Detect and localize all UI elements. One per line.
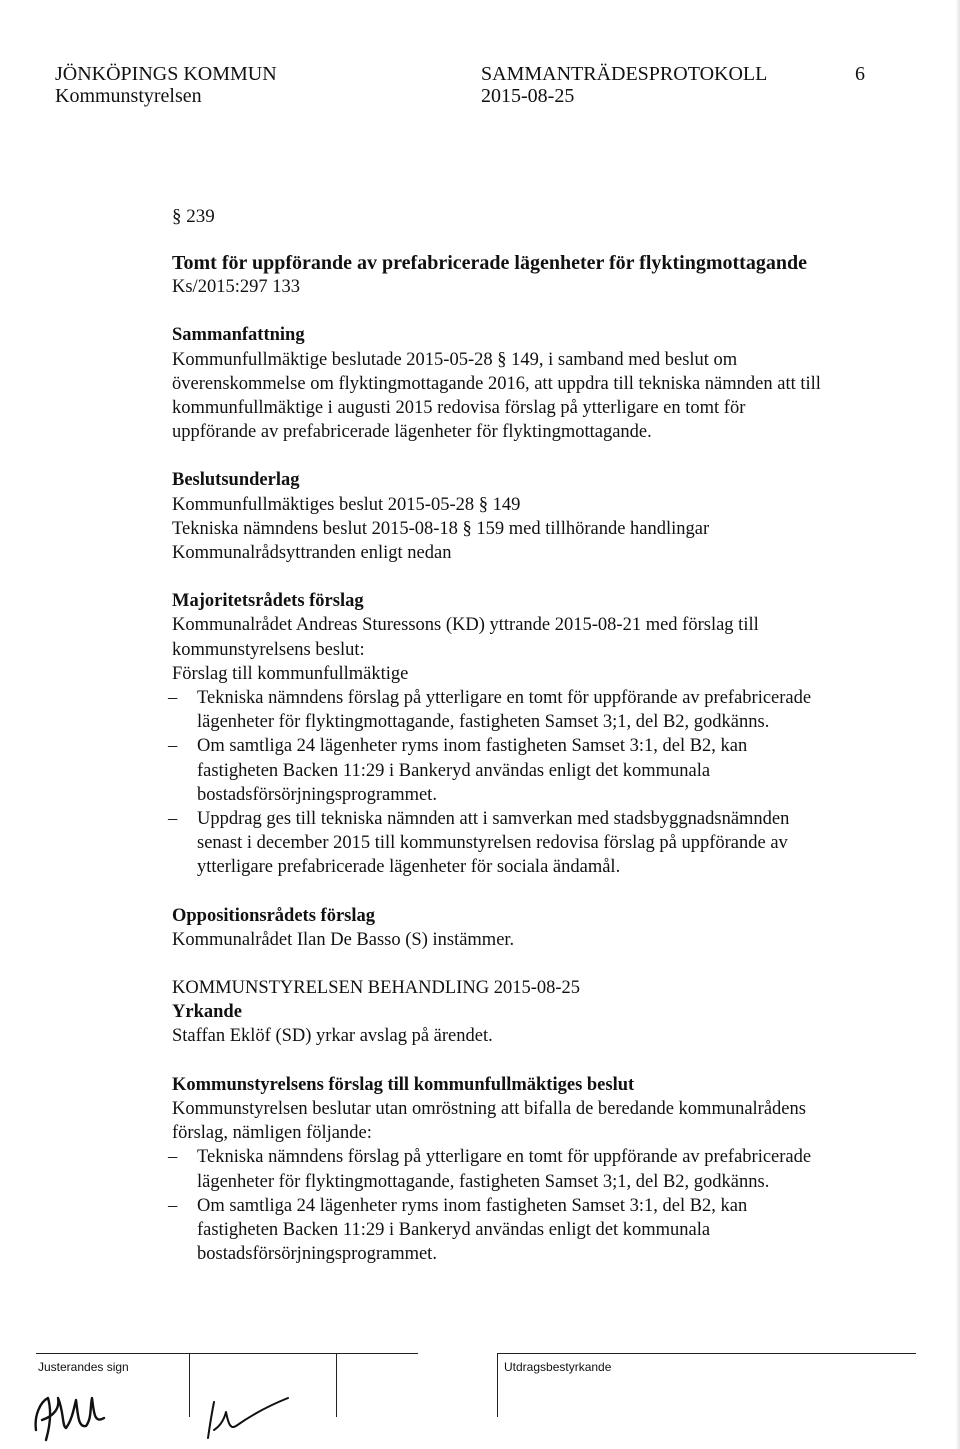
basis-item: Kommunalrådsyttranden enligt nedan — [172, 543, 452, 564]
protocol-section — [172, 205, 832, 1266]
paragraph-sign-icon: § — [172, 206, 187, 227]
section-title: Tomt för uppförande av prefabricerade lägenheter för flyktingmottagande — [172, 252, 807, 275]
scan-edge — [956, 0, 960, 1449]
list-item: – Om samtliga 24 lägenheter ryms inom fastigheten Samset 3:1, del B2, kan fastigheten Backen 11:29 i Bankeryd användas enligt det kommunala bostadsförsörjningsprogrammet. — [168, 734, 832, 807]
proposal-intro: Kommunstyrelsen beslutar utan omröstning att bifalla de beredande kommunalrådens förslag, nämligen följande: — [172, 1098, 806, 1144]
opposition-text: Kommunalrådet Ilan De Basso (S) instämmer. — [172, 929, 515, 950]
footer-divider — [36, 1353, 418, 1354]
majority-intro: Kommunalrådet Andreas Sturessons (KD) yttrande 2015-08-21 med förslag till kommunstyrelsens beslut: — [172, 615, 759, 660]
list-item: – Om samtliga 24 lägenheter ryms inom fastigheten Samset 3:1, del B2, kan fastigheten Backen 11:29 i Bankeryd användas enligt det kommunala bostadsförsörjningsprogrammet. — [168, 1194, 832, 1267]
footer — [0, 1350, 960, 1449]
signature-box-divider — [497, 1353, 498, 1417]
majority-heading: Majoritetsrådets förslag — [172, 591, 364, 612]
committee-name: Kommunstyrelsen — [55, 85, 202, 107]
opposition-heading: Oppositionsrådets förslag — [172, 905, 376, 926]
proposal-heading: Kommunstyrelsens förslag till kommunfullmäktiges beslut — [172, 1074, 635, 1095]
majority-subheading: Förslag till kommunfullmäktige — [172, 663, 409, 684]
summary-text: Kommunfullmäktige beslutade 2015-05-28 § 149, i samband med beslut om överenskommelse om flyktingmottagande 2016, att uppdra till tekniska nämnden att till kommunfullmäktige i augusti 2015 redovisa förslag på ytterligare en tomt för uppförande av prefabricerade lägenheter för flyktingmottagande. — [172, 349, 821, 443]
justification-label: Justerandes sign — [38, 1360, 129, 1374]
proposal-list — [172, 1145, 832, 1266]
handwritten-signature — [196, 1368, 296, 1446]
list-item: – Uppdrag ges till tekniska nämnden att i samverkan med stadsbyggnadsnämnden senast i december 2015 till kommunstyrelsen redovisa förslag på uppförande av ytterligare prefabricerade lägenheter för sociala ändamål. — [168, 807, 832, 880]
treatment-subheading: Yrkande — [172, 1002, 242, 1023]
treatment-text: Staffan Eklöf (SD) yrkar avslag på ärendet. — [172, 1026, 493, 1047]
section-number: § 239 — [172, 206, 215, 227]
basis-item: Kommunfullmäktiges beslut 2015-05-28 § 149 — [172, 494, 521, 515]
majority-list — [172, 686, 832, 880]
footer-divider — [498, 1353, 916, 1354]
meeting-date: 2015-08-25 — [481, 85, 575, 107]
signature-box-divider — [336, 1353, 337, 1417]
basis-item: Tekniska nämndens beslut 2015-08-18 § 159 med tillhörande handlingar — [172, 518, 710, 539]
handwritten-initials-signature — [28, 1368, 118, 1446]
municipality-name: JÖNKÖPINGS KOMMUN — [55, 63, 277, 85]
document-type: SAMMANTRÄDESPROTOKOLL — [481, 63, 768, 85]
treatment-heading: KOMMUNSTYRELSEN BEHANDLING 2015-08-25 — [172, 978, 581, 999]
extract-certification-label: Utdragsbestyrkande — [504, 1360, 612, 1374]
list-item: – Tekniska nämndens förslag på ytterligare en tomt för uppförande av prefabricerade lägenheter för flyktingmottagande, fastigheten Samset 3;1, del B2, godkänns. — [168, 1145, 832, 1193]
page-number: 6 — [855, 63, 865, 85]
list-item: – Tekniska nämndens förslag på ytterligare en tomt för uppförande av prefabricerade lägenheter för flyktingmottagande, fastigheten Samset 3;1, del B2, godkänns. — [168, 686, 832, 734]
basis-heading: Beslutsunderlag — [172, 470, 300, 491]
case-id: Ks/2015:297 133 — [172, 277, 300, 298]
summary-heading: Sammanfattning — [172, 325, 305, 346]
signature-box-divider — [189, 1353, 190, 1417]
